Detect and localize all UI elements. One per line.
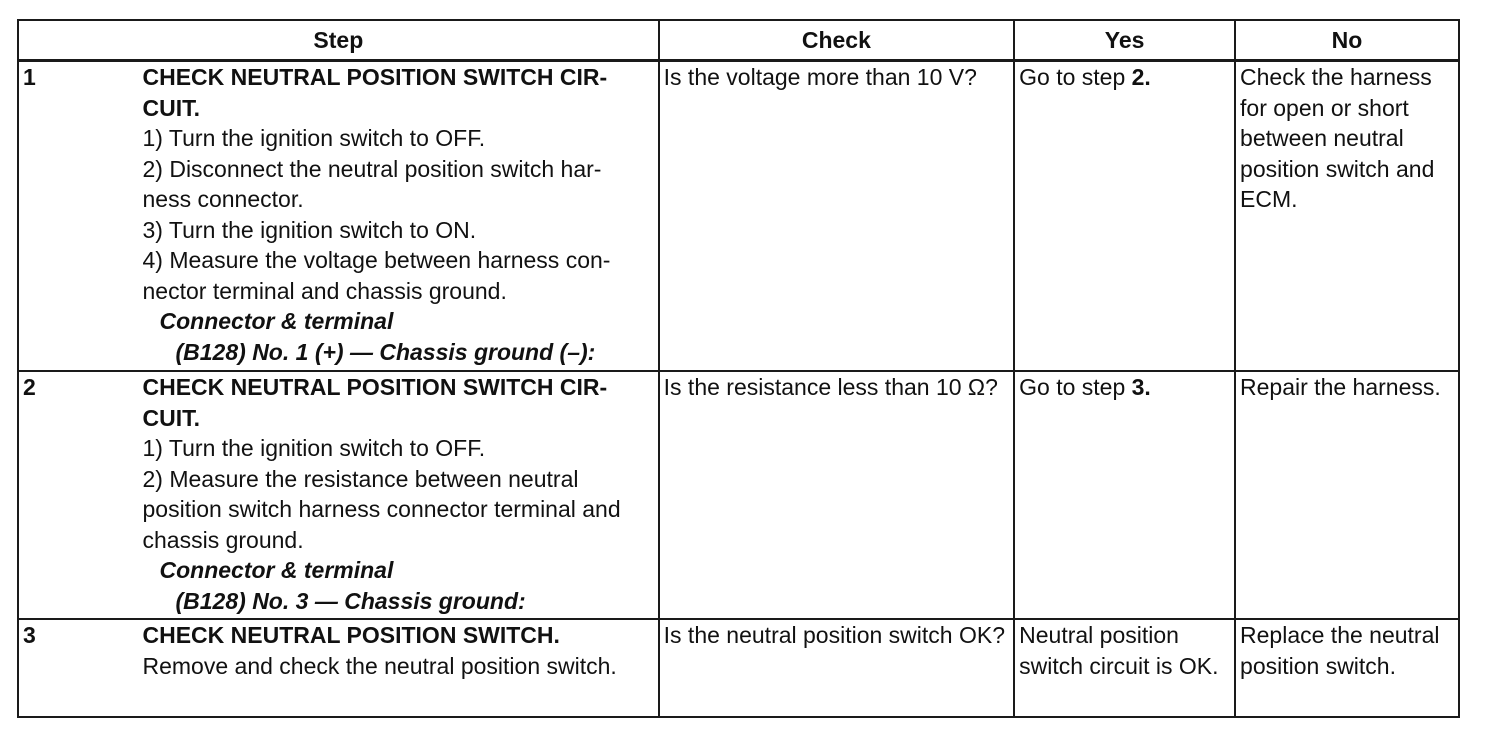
header-step: Step [18, 20, 659, 61]
table-row [18, 61, 1459, 372]
step-title: CHECK NEUTRAL POSITION SWITCH CIR- [142, 374, 608, 400]
yes-step-link: 3. [1131, 374, 1151, 400]
step-description [139, 371, 659, 619]
no-cell: Repair the harness. [1235, 371, 1459, 619]
yes-text: Go to step [1019, 374, 1132, 400]
check-cell: Is the resistance less than 10 Ω? [659, 371, 1014, 619]
step-instruction: 1) Turn the ignition switch to OFF. [142, 125, 486, 151]
connector-value: (B128) No. 1 (+) — Chassis ground (–): [175, 338, 596, 365]
step-instruction: ness connector. [142, 186, 304, 212]
step-instruction: 3) Turn the ignition switch to ON. [142, 216, 477, 243]
table-row [18, 619, 1459, 717]
step-instruction: 2) Disconnect the neutral position switch har- [142, 155, 602, 182]
step-title-cont: CUIT. [142, 94, 200, 121]
step-instruction: Remove and check the neutral position switch. [142, 652, 617, 679]
header-no: No [1235, 20, 1459, 61]
diagnostic-table [17, 19, 1460, 718]
table-row [18, 371, 1459, 619]
step-description [139, 619, 659, 717]
step-instruction: 1) Turn the ignition switch to OFF. [142, 435, 486, 461]
step-title: CHECK NEUTRAL POSITION SWITCH. [142, 622, 560, 648]
yes-cell [1014, 61, 1235, 372]
no-cell: Replace the neutral position switch. [1235, 619, 1459, 717]
step-description [139, 61, 659, 372]
yes-cell: Neutral position switch circuit is OK. [1014, 619, 1235, 717]
check-cell: Is the neutral position switch OK? [659, 619, 1014, 717]
yes-text: Go to step [1019, 64, 1132, 90]
yes-step-link: 2. [1131, 64, 1151, 90]
step-instruction: 4) Measure the voltage between harness con- [142, 247, 611, 273]
step-title: CHECK NEUTRAL POSITION SWITCH CIR- [142, 64, 608, 90]
table-header-row [18, 20, 1459, 61]
connector-label: Connector & terminal [159, 308, 394, 334]
connector-label: Connector & terminal [159, 557, 394, 583]
no-cell: Check the harness for open or short between neutral position switch and ECM. [1235, 61, 1459, 372]
step-instruction: nector terminal and chassis ground. [142, 277, 507, 304]
header-check: Check [659, 20, 1014, 61]
step-instruction: 2) Measure the resistance between neutral [142, 465, 579, 492]
step-instruction: position switch harness connector terminal and [142, 496, 621, 522]
header-yes: Yes [1014, 20, 1235, 61]
step-number: 3 [18, 619, 139, 717]
step-number: 2 [18, 371, 139, 619]
step-instruction: chassis ground. [142, 526, 304, 553]
yes-cell [1014, 371, 1235, 619]
connector-value: (B128) No. 3 — Chassis ground: [175, 587, 526, 614]
step-number: 1 [18, 61, 139, 372]
step-title-cont: CUIT. [142, 404, 200, 431]
check-cell: Is the voltage more than 10 V? [659, 61, 1014, 372]
